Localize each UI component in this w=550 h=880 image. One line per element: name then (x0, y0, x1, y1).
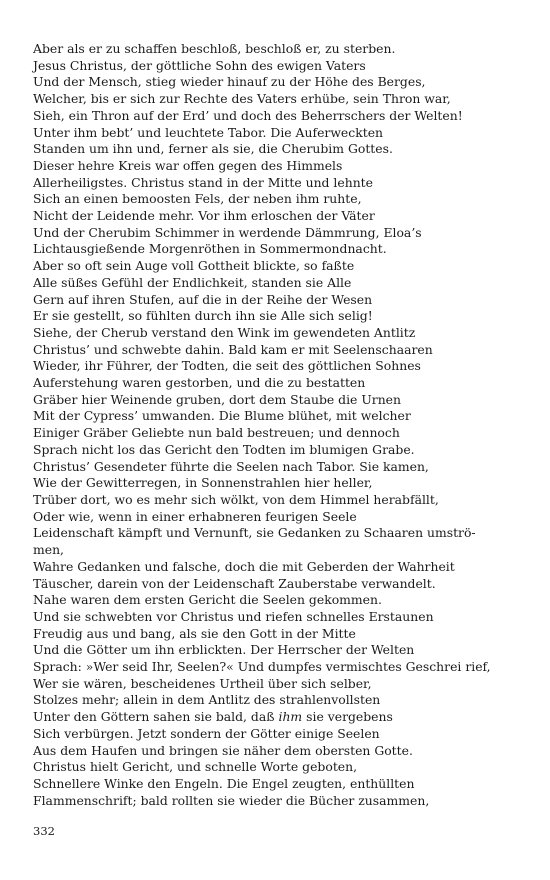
text-line: Mit der Cypress’ umwanden. Die Blume blühet, mit welcher (33, 408, 411, 424)
text-line: Einiger Gräber Geliebte nun bald bestreuen; und dennoch (33, 425, 400, 441)
text-line: Sieh, ein Thron auf der Erd’ und doch des Beherrschers der Welten! (33, 107, 463, 123)
text-line: Aus dem Haufen und bringen sie näher dem obersten Gotte. (33, 742, 413, 758)
emphasized-word: ihm (278, 709, 303, 725)
text-line: Auferstehung waren gestorben, und die zu bestatten (33, 375, 366, 391)
text-line: Er sie gestellt, so fühlten durch ihn sie Alle sich selig! (33, 308, 373, 324)
text-line: Christus’ und schwebte dahin. Bald kam er mit Seelenschaaren (33, 341, 433, 357)
text-line: Alle süßes Gefühl der Endlichkeit, standen sie Alle (33, 274, 352, 290)
text-line: Jesus Christus, der göttliche Sohn des ewigen Vaters (33, 57, 366, 73)
text-line: Lichtausgießende Morgenröthen in Sommermondnacht. (33, 241, 387, 257)
text-line: Wieder, ihr Führer, der Todten, die seit des göttlichen Sohnes (33, 358, 421, 374)
text-line: Und der Cherubim Schimmer in werdende Dämmrung, Eloa’s (33, 224, 422, 240)
text-line: Aber so oft sein Auge voll Gottheit blickte, so faßte (33, 258, 355, 274)
text-line: Stolzes mehr; allein in dem Antlitz des strahlenvollsten (33, 692, 381, 708)
page-number: 332 (33, 824, 55, 838)
text-line: Aber als er zu schaffen beschloß, beschloß er, zu sterben. (33, 41, 396, 56)
text-line: Sich verbürgen. Jetzt sondern der Götter einige Seelen (33, 725, 380, 741)
text-line: Wer sie wären, bescheidenes Urtheil über sich selber, (33, 675, 372, 691)
text-line: Christus hielt Gericht, und schnelle Worte geboten, (33, 759, 358, 775)
line-segment: sie vergebens (306, 709, 393, 725)
text-line: Wie der Gewitterregen, in Sonnenstrahlen hier heller, (33, 475, 373, 491)
text-line: Und sie schwebten vor Christus und riefen schnelles Erstaunen (33, 608, 434, 624)
text-line: Allerheiligstes. Christus stand in der Mitte und lehnte (33, 174, 373, 190)
poem-text (33, 41, 503, 809)
text-line: Unter ihm bebt’ und leuchtete Tabor. Die Auferweckten (33, 124, 384, 140)
text-line: Nicht der Leidende mehr. Vor ihm erloschen der Väter (33, 208, 375, 224)
line-segment: Unter den Göttern sahen sie bald, daß (33, 709, 275, 725)
text-line: Dieser hehre Kreis war offen gegen des Himmels (33, 157, 343, 173)
text-line: Flammenschrift; bald rollten sie wieder die Bücher zusammen, (33, 792, 430, 808)
text-line: Schnellere Winke den Engeln. Die Engel zeugten, enthüllten (33, 775, 415, 791)
text-line: Und die Götter um ihn erblickten. Der Herrscher der Welten (33, 642, 415, 658)
text-line: Nahe waren dem ersten Gericht die Seelen gekommen. (33, 592, 382, 608)
text-line (33, 709, 503, 726)
text-line: Siehe, der Cherub verstand den Wink im gewendeten Antlitz (33, 324, 416, 340)
text-line: Sprach nicht los das Gericht den Todten im blumigen Grabe. (33, 441, 415, 457)
text-line: Trüber dort, wo es mehr sich wölkt, von dem Himmel herabfällt, (33, 491, 439, 507)
text-line: Oder wie, wenn in einer erhabneren feurigen Seele (33, 508, 357, 524)
text-line: Standen um ihn und, ferner als sie, die Cherubim Gottes. (33, 141, 393, 157)
text-line: Sprach: »Wer seid Ihr, Seelen?« Und dumpfes vermischtes Geschrei rief, (33, 659, 491, 675)
text-line: Und der Mensch, stieg wieder hinauf zu der Höhe des Berges, (33, 74, 426, 90)
text-line: Gräber hier Weinende gruben, dort dem Staube die Urnen (33, 391, 401, 407)
text-line: Täuscher, darein von der Leidenschaft Zauberstabe verwandelt. (33, 575, 436, 591)
text-line: Sich an einen bemoosten Fels, der neben ihm ruhte, (33, 191, 362, 207)
text-line: Leidenschaft kämpft und Vernunft, sie Gedanken zu Schaaren umströ- (33, 525, 476, 541)
text-line: Wahre Gedanken und falsche, doch die mit Geberden der Wahrheit (33, 558, 455, 574)
text-line: Gern auf ihren Stufen, auf die in der Reihe der Wesen (33, 291, 373, 307)
text-line: Christus’ Gesendeter führte die Seelen nach Tabor. Sie kamen, (33, 458, 429, 474)
text-line: men, (33, 542, 65, 558)
text-line: Freudig aus und bang, als sie den Gott in der Mitte (33, 625, 356, 641)
text-line: Welcher, bis er sich zur Rechte des Vaters erhübe, sein Thron war, (33, 91, 451, 107)
